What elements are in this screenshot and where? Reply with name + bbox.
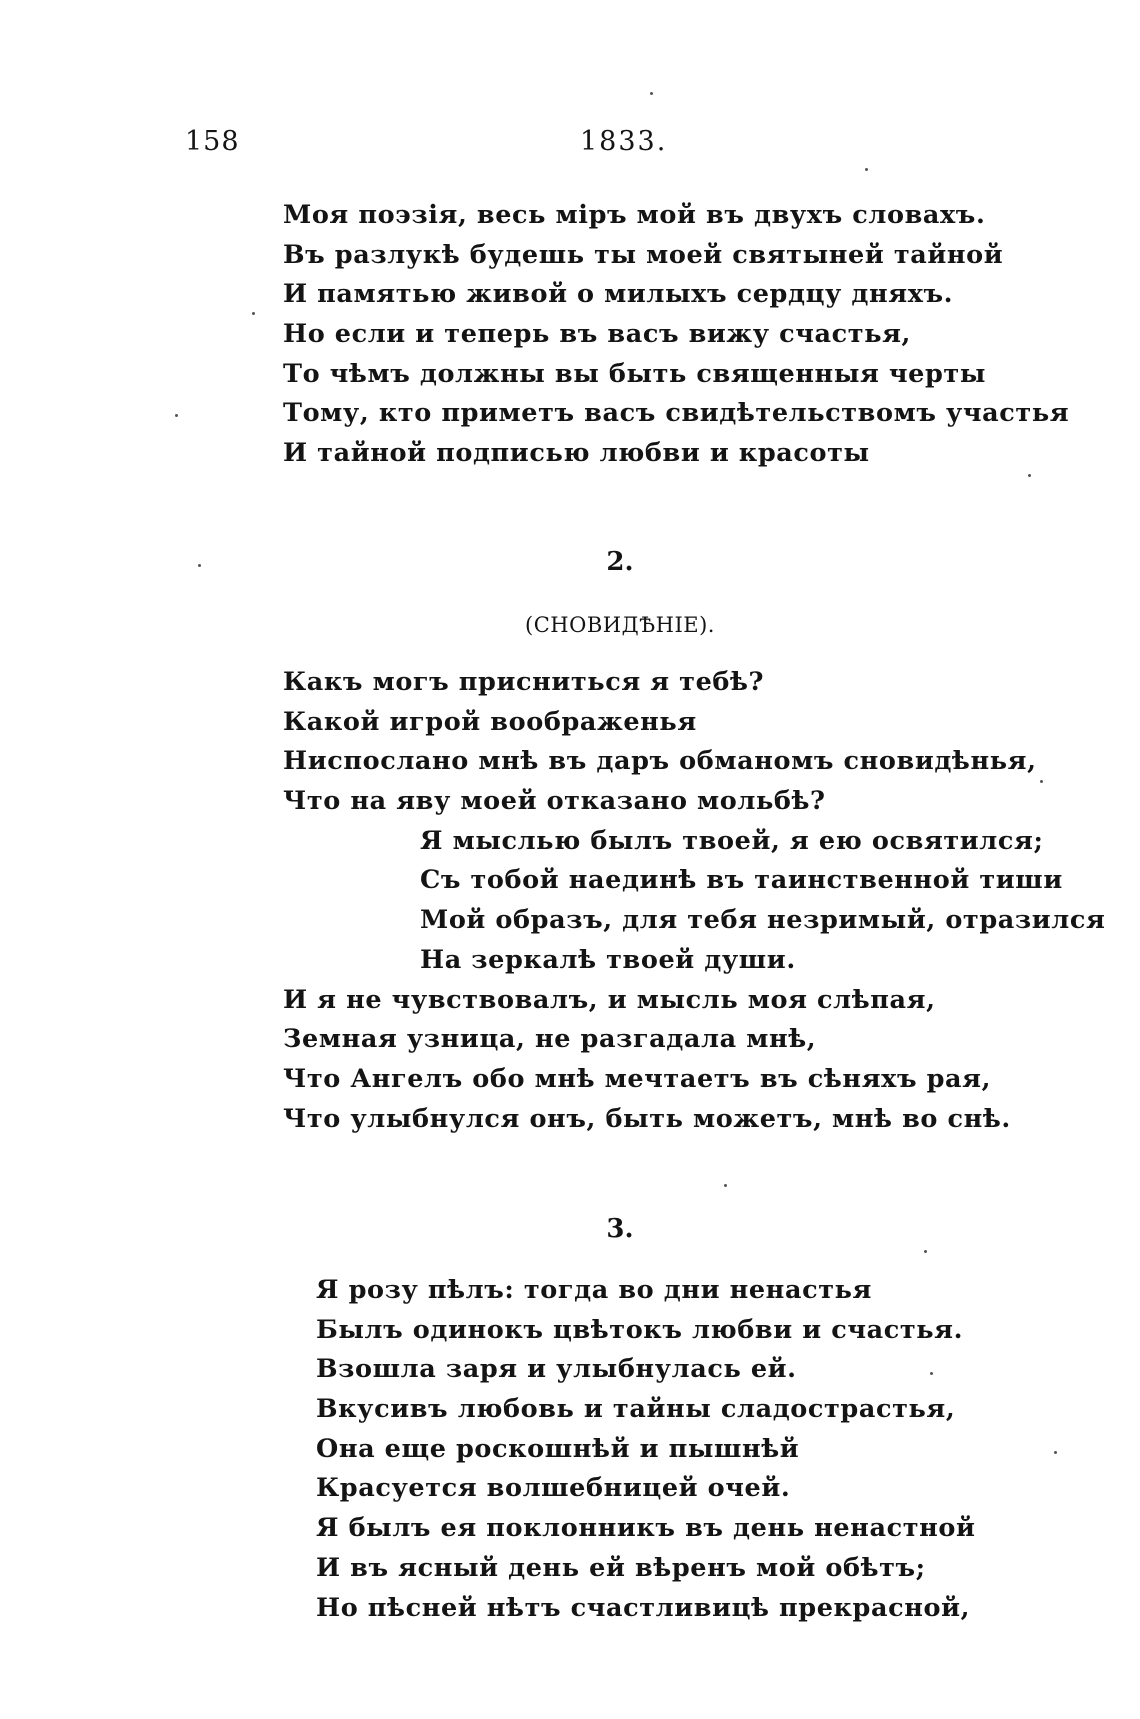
verse-line: И въ ясный день ей вѣренъ мой обѣтъ; <box>316 1552 926 1583</box>
scan-speck <box>1028 474 1031 477</box>
verse-line: Но пѣсней нѣтъ счастливицѣ прекрасной, <box>316 1592 971 1623</box>
poem-continuation <box>283 196 1069 474</box>
scan-speck <box>865 168 868 171</box>
scan-speck <box>1040 780 1043 783</box>
verse-line: Взошла заря и улыбнулась ей. <box>316 1354 797 1385</box>
scan-speck <box>198 564 201 567</box>
verse-line: Вкусивъ любовь и тайны сладострастья, <box>316 1394 956 1425</box>
verse-line-indented: Я мыслью былъ твоей, я ею освятился; <box>420 825 1044 856</box>
verse-line: Что улыбнулся онъ, быть можетъ, мнѣ во снѣ. <box>283 1103 1011 1134</box>
verse-line-indented: Съ тобой наединѣ въ таинственной тиши <box>420 865 1063 896</box>
verse-line: Ниспослано мнѣ въ даръ обманомъ сновидѣнья, <box>283 746 1037 777</box>
verse-line-indented: Мой образъ, для тебя незримый, отразился <box>420 905 1106 936</box>
verse-line: То чѣмъ должны вы быть священныя черты <box>283 358 986 389</box>
verse-line: И памятью живой о милыхъ сердцу дняхъ. <box>283 279 954 310</box>
verse-line: И тайной подписью любви и красоты <box>283 438 870 469</box>
verse-line: Былъ одинокъ цвѣтокъ любви и счастья. <box>316 1314 964 1345</box>
verse-line-indented: На зеркалѣ твоей души. <box>420 944 796 975</box>
running-head-year: 1833. <box>580 126 668 157</box>
verse-line: Моя поэзія, весь міръ мой въ двухъ словахъ. <box>283 200 986 230</box>
verse-line: И я не чувствовалъ, и мысль моя слѣпая, <box>283 984 936 1015</box>
verse-line: Тому, кто приметъ васъ свидѣтельствомъ участья <box>283 398 1070 429</box>
page-header <box>0 126 1140 166</box>
scan-speck <box>252 312 255 315</box>
page-number: 158 <box>185 126 240 157</box>
verse-line: Красуется волшебницей очей. <box>316 1473 791 1504</box>
section-number: 2. <box>606 547 634 577</box>
scan-speck <box>1054 1451 1057 1454</box>
verse-line: Какой игрой воображенья <box>283 706 697 737</box>
scan-speck <box>175 414 178 417</box>
verse-line: Что Ангелъ обо мнѣ мечтаетъ въ сѣняхъ рая, <box>283 1063 992 1094</box>
section-subtitle: (СНОВИДѢНІЕ). <box>525 613 715 637</box>
verse-line: Я былъ ея поклонникъ въ день ненастной <box>316 1513 976 1544</box>
verse-line: Но если и теперь въ васъ вижу счастья, <box>283 319 912 350</box>
scan-speck <box>930 1372 933 1375</box>
verse-line: Въ разлукѣ будешь ты моей святыней тайной <box>283 239 1004 270</box>
verse-line: Какъ могъ присниться я тебѣ? <box>283 667 765 697</box>
scan-speck <box>650 92 653 95</box>
scan-speck <box>724 1184 727 1187</box>
section-number: 3. <box>606 1214 634 1244</box>
poem-section-2 <box>283 663 1105 1139</box>
verse-line: Земная узница, не разгадала мнѣ, <box>283 1024 817 1055</box>
verse-line: Я розу пѣлъ: тогда во дни ненастья <box>316 1275 872 1305</box>
scan-speck <box>924 1250 927 1253</box>
verse-line: Что на яву моей отказано мольбѣ? <box>283 786 826 817</box>
verse-line: Она еще роскошнѣй и пышнѣй <box>316 1433 800 1464</box>
poem-section-3 <box>316 1271 975 1628</box>
